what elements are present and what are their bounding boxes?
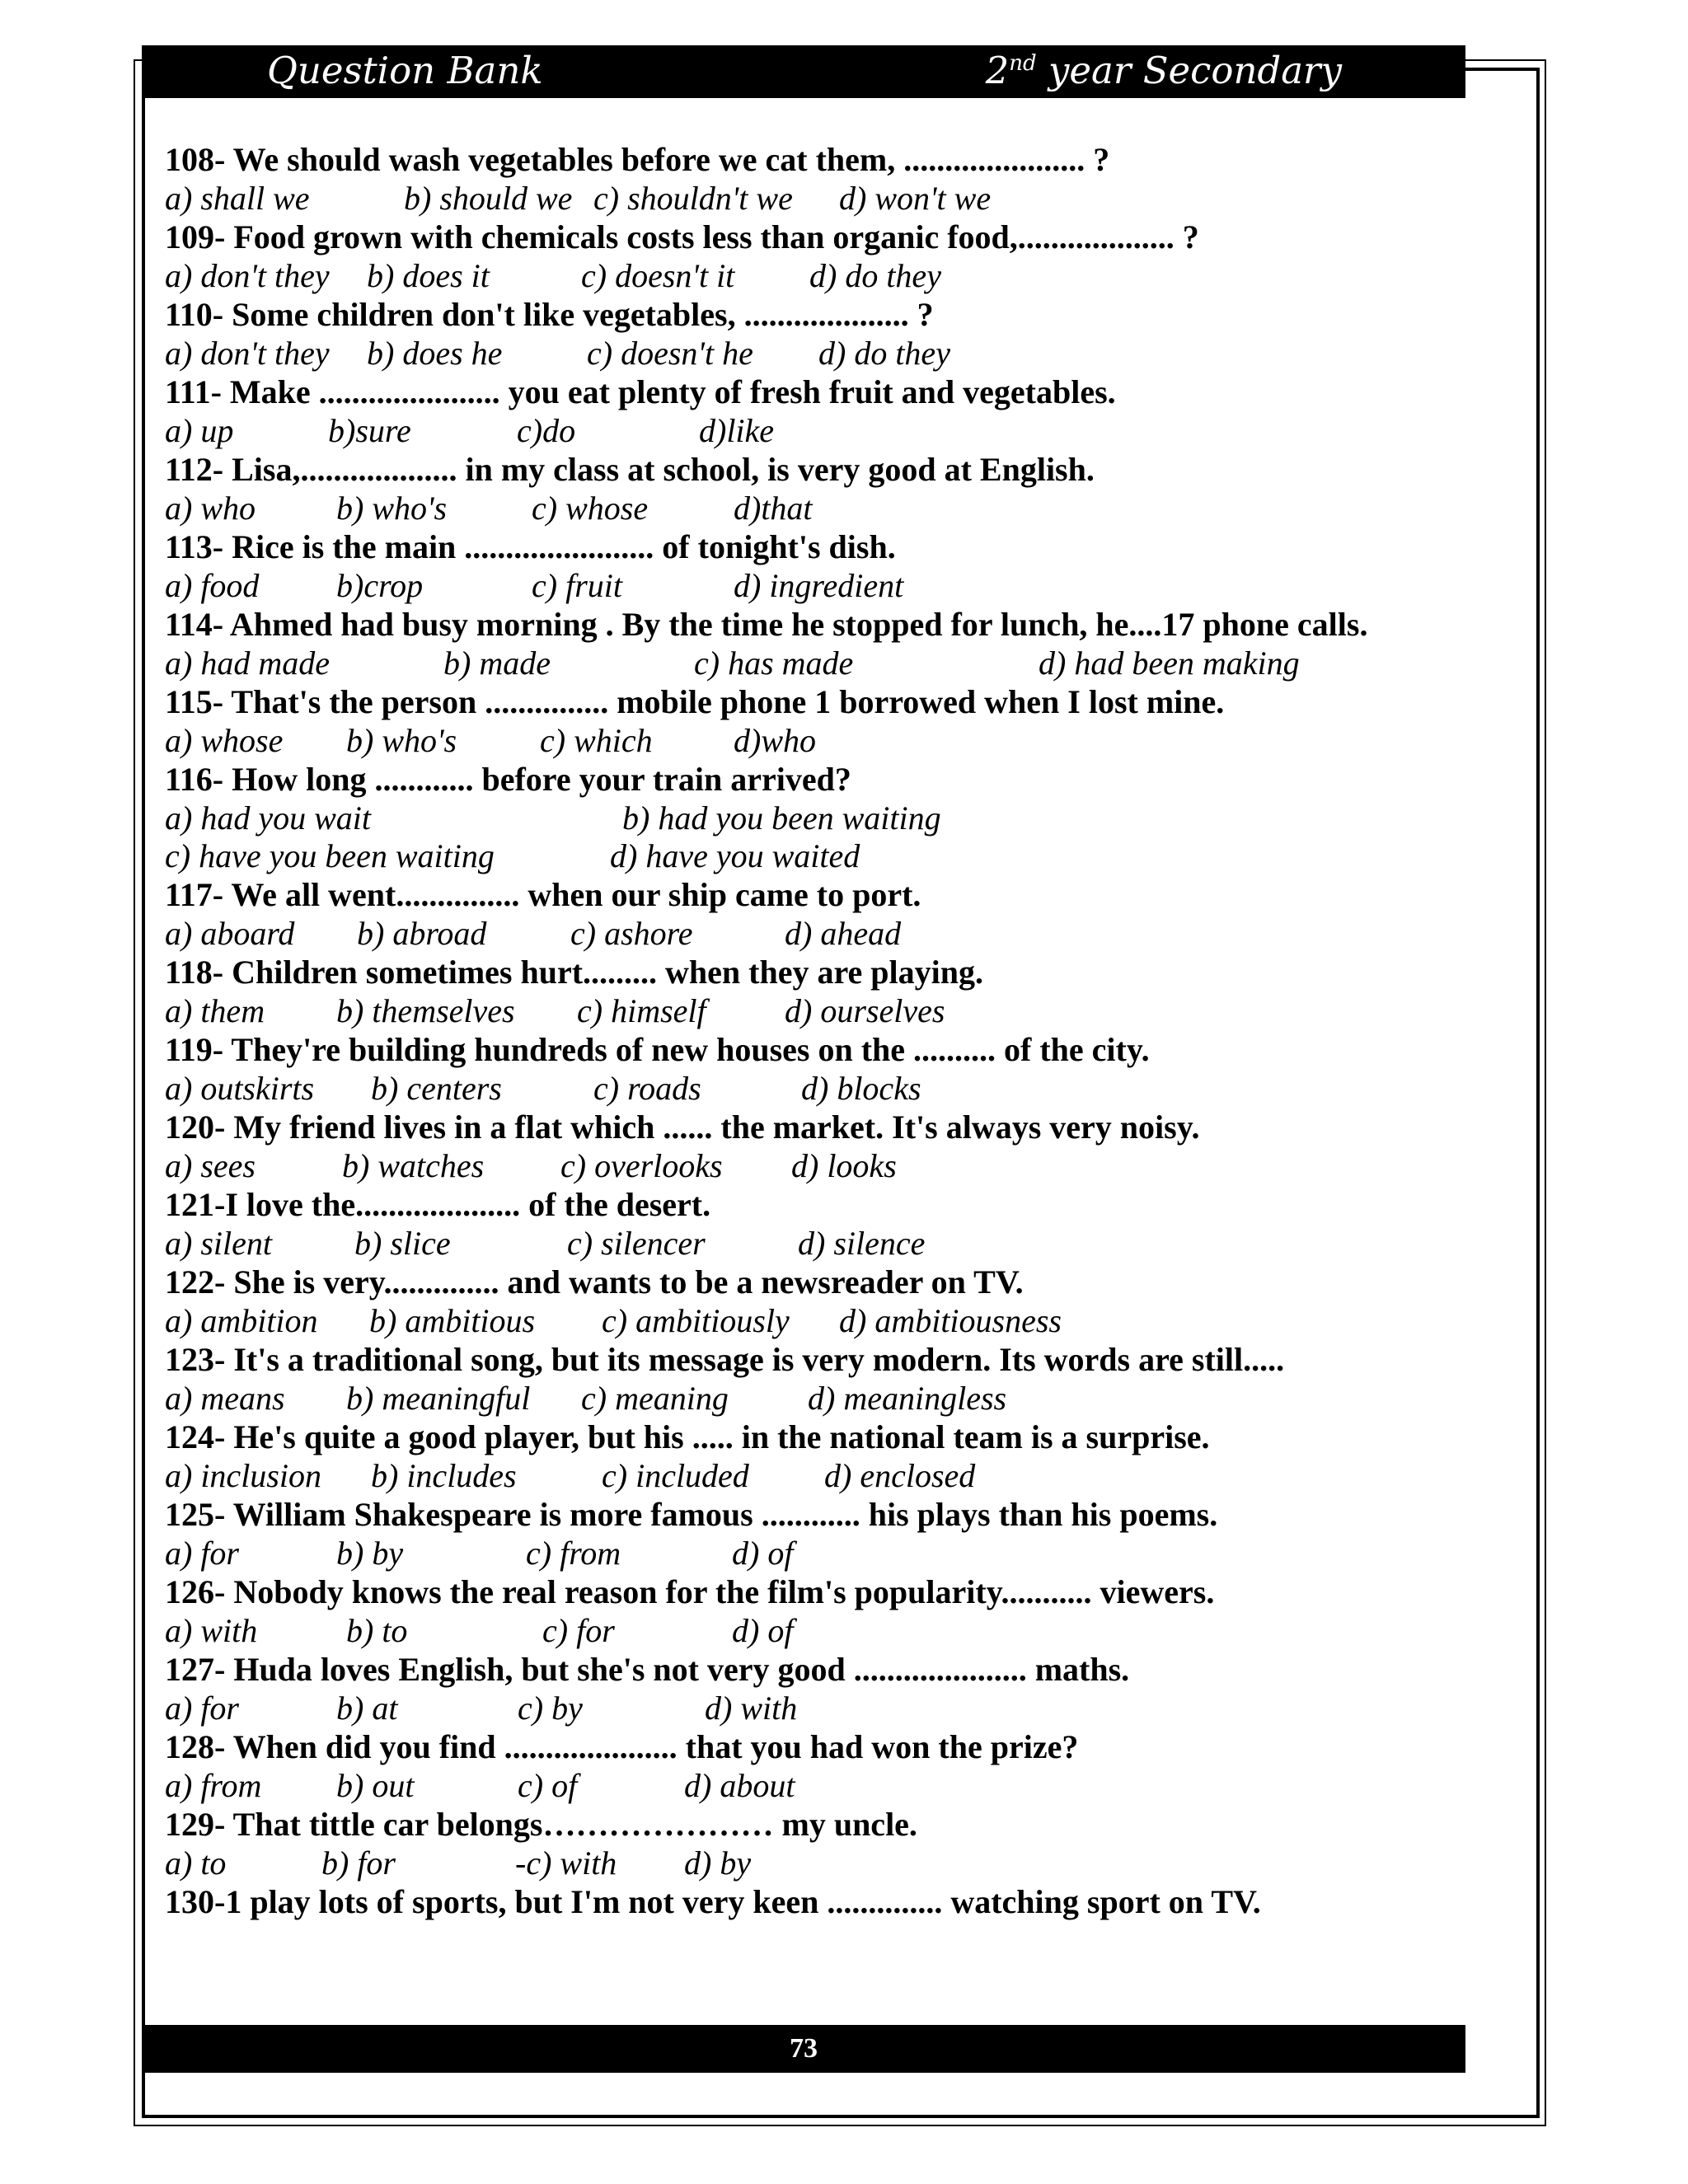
- answer-option[interactable]: a) had made: [165, 644, 330, 682]
- question-text: 120- My friend lives in a flat which ...... the market. It's always very noisy.: [165, 1108, 1200, 1146]
- answer-options: [165, 1380, 1401, 1418]
- answer-options: [165, 1147, 1401, 1185]
- answer-options: [165, 1070, 1401, 1108]
- answer-option[interactable]: a) food: [165, 567, 260, 604]
- answer-option[interactable]: d) with: [705, 1690, 798, 1727]
- answer-options: [165, 335, 1401, 373]
- answer-option[interactable]: a) whose: [165, 722, 284, 759]
- page-footer: [142, 2025, 1465, 2073]
- header-grade: [986, 49, 1342, 92]
- answer-options: [165, 722, 1401, 760]
- answer-option[interactable]: d) ahead: [785, 915, 902, 952]
- page-header: [142, 45, 1465, 98]
- answer-options: [165, 412, 1401, 450]
- question-text: 122- She is very.............. and wants to be a newsreader on TV.: [165, 1263, 1024, 1301]
- answer-option[interactable]: d) of: [732, 1612, 794, 1649]
- question-text: 123- It's a traditional song, but its message is very modern. Its words are still.....: [165, 1341, 1285, 1378]
- answer-option[interactable]: a) for: [165, 1690, 239, 1727]
- answer-option[interactable]: c) ashore: [570, 915, 693, 952]
- answer-option[interactable]: d) do they: [809, 257, 941, 294]
- question-text: 127- Huda loves English, but she's not very good ..................... maths.: [165, 1651, 1130, 1688]
- answer-option[interactable]: c) doesn't it: [581, 257, 735, 294]
- answer-options: [165, 837, 1401, 875]
- answer-option[interactable]: a) up: [165, 412, 234, 449]
- answer-option[interactable]: a) don't they: [165, 335, 330, 372]
- answer-option[interactable]: a) shall we: [165, 180, 310, 217]
- answer-option[interactable]: d) had been making: [1039, 644, 1300, 682]
- answer-option[interactable]: d) do they: [818, 335, 950, 372]
- answer-option[interactable]: a) sees: [165, 1147, 256, 1184]
- answer-option[interactable]: d) have you waited: [610, 837, 860, 874]
- answer-option[interactable]: d) enclosed: [824, 1457, 976, 1494]
- answer-option[interactable]: b)sure: [328, 412, 411, 449]
- answer-option[interactable]: c) from: [526, 1535, 621, 1572]
- answer-options: [165, 1767, 1401, 1805]
- answer-option[interactable]: b) includes: [371, 1457, 517, 1494]
- question-text: 109- Food grown with chemicals costs less than organic food,................... ?: [165, 218, 1199, 255]
- answer-options: [165, 1690, 1401, 1727]
- answer-option[interactable]: d)that: [734, 490, 813, 527]
- answer-option[interactable]: c) ambitiously: [602, 1302, 790, 1339]
- answer-option[interactable]: a) who: [165, 490, 256, 527]
- answer-option[interactable]: d) ambitiousness: [839, 1302, 1062, 1339]
- answer-option[interactable]: b) does it: [367, 257, 490, 294]
- answer-options: [165, 1844, 1401, 1882]
- answer-option[interactable]: c) shouldn't we: [593, 180, 793, 217]
- answer-option[interactable]: b) centers: [371, 1070, 502, 1107]
- answer-option[interactable]: b) ambitious: [369, 1302, 536, 1339]
- question-text: 128- When did you find ..................... that you had won the prize?: [165, 1728, 1079, 1765]
- answer-option[interactable]: -c) with: [515, 1844, 617, 1882]
- question-text: 121-I love the.................... of the desert.: [165, 1186, 711, 1223]
- answer-option[interactable]: b) should we: [404, 180, 573, 217]
- answer-option[interactable]: b) to: [346, 1612, 408, 1649]
- answer-option[interactable]: c) himself: [577, 992, 706, 1029]
- question-text: 129- That tittle car belongs………………… my uncle.: [165, 1806, 917, 1843]
- answer-option[interactable]: a) ambition: [165, 1302, 318, 1339]
- answer-option[interactable]: b) for: [321, 1844, 396, 1882]
- page-number: 73: [790, 2033, 818, 2064]
- answer-option[interactable]: c) has made: [694, 644, 854, 682]
- answer-option[interactable]: a) inclusion: [165, 1457, 321, 1494]
- answer-options: [165, 1612, 1401, 1650]
- answer-option[interactable]: a) from: [165, 1767, 262, 1804]
- answer-option[interactable]: b) out: [336, 1767, 415, 1804]
- answer-option[interactable]: c) meaning: [581, 1380, 729, 1417]
- answer-option[interactable]: d) meaningless: [808, 1380, 1007, 1417]
- question-text: 126- Nobody knows the real reason for the film's popularity........... viewers.: [165, 1573, 1215, 1610]
- question-text: 114- Ahmed had busy morning . By the time he stopped for lunch, he....17 phone calls.: [165, 606, 1368, 643]
- answer-option[interactable]: c)do: [517, 412, 576, 449]
- answer-option[interactable]: b) abroad: [357, 915, 487, 952]
- answer-option[interactable]: b) slice: [354, 1225, 451, 1262]
- answer-option[interactable]: a) for: [165, 1535, 239, 1572]
- answer-option[interactable]: b) does he: [367, 335, 503, 372]
- question-text: 108- We should wash vegetables before we cat them, ...................... ?: [165, 141, 1110, 178]
- question-text: 116- How long ............ before your train arrived?: [165, 761, 851, 798]
- answer-options: [165, 1302, 1401, 1340]
- answer-options: [165, 1535, 1401, 1572]
- answer-option[interactable]: c) fruit: [532, 567, 622, 604]
- answer-option[interactable]: c) included: [602, 1457, 749, 1494]
- answer-option[interactable]: d)who: [734, 722, 816, 759]
- answer-option[interactable]: a) to: [165, 1844, 227, 1882]
- answer-option[interactable]: b) watches: [342, 1147, 485, 1184]
- answer-options: [165, 915, 1401, 953]
- answer-option[interactable]: c) silencer: [567, 1225, 706, 1262]
- header-grade-number: 2: [985, 49, 1010, 92]
- answer-option[interactable]: c) doesn't he: [587, 335, 753, 372]
- answer-option[interactable]: b) had you been waiting: [622, 799, 941, 837]
- question-text: 113- Rice is the main ....................... of tonight's dish.: [165, 528, 896, 565]
- answer-option[interactable]: d) of: [732, 1535, 794, 1572]
- question-text: 124- He's quite a good player, but his ..... in the national team is a surprise.: [165, 1418, 1210, 1455]
- answer-option[interactable]: b) made: [443, 644, 551, 682]
- answer-option[interactable]: a) means: [165, 1380, 285, 1417]
- answer-option[interactable]: b) by: [336, 1535, 404, 1572]
- question-text: 125- William Shakespeare is more famous ............ his plays than his poems.: [165, 1496, 1218, 1533]
- question-text: 115- That's the person ............... mobile phone 1 borrowed when I lost mine.: [165, 683, 1225, 720]
- answer-option[interactable]: b) who's: [336, 490, 448, 527]
- answer-option[interactable]: a) had you wait: [165, 799, 371, 837]
- answer-option[interactable]: a) silent: [165, 1225, 272, 1262]
- answer-option[interactable]: d) won't we: [839, 180, 992, 217]
- answer-option[interactable]: c) overlooks: [560, 1147, 723, 1184]
- question-text: 130-1 play lots of sports, but I'm not very keen .............. watching sport on TV.: [165, 1883, 1261, 1920]
- answer-option[interactable]: c) of: [518, 1767, 578, 1804]
- question-text: 110- Some children don't like vegetables, .................... ?: [165, 296, 934, 333]
- answer-option[interactable]: d) blocks: [801, 1070, 921, 1107]
- question-text: 111- Make ...................... you eat plenty of fresh fruit and vegetables.: [165, 373, 1116, 410]
- answer-option[interactable]: c) by: [518, 1690, 583, 1727]
- header-grade-text: year Secondary: [1036, 49, 1342, 92]
- answer-option[interactable]: b) at: [336, 1690, 398, 1727]
- answer-options: [165, 1225, 1401, 1263]
- answer-option[interactable]: a) with: [165, 1612, 258, 1649]
- answer-options: [165, 180, 1401, 218]
- answer-option[interactable]: a) them: [165, 992, 265, 1029]
- answer-options: [165, 490, 1401, 527]
- question-text: 112- Lisa,................... in my class at school, is very good at English.: [165, 451, 1095, 488]
- answer-options: [165, 644, 1401, 682]
- answer-options: [165, 992, 1401, 1030]
- question-text: 119- They're building hundreds of new houses on the .......... of the city.: [165, 1031, 1150, 1068]
- answer-option[interactable]: d) looks: [791, 1147, 897, 1184]
- answer-option[interactable]: b) who's: [346, 722, 457, 759]
- answer-option[interactable]: c) have you been waiting: [165, 837, 495, 874]
- question-text: 118- Children sometimes hurt......... when they are playing.: [165, 954, 983, 991]
- answer-option[interactable]: c) which: [540, 722, 653, 759]
- answer-option[interactable]: d) ingredient: [734, 567, 904, 604]
- question-list: [165, 140, 1401, 1922]
- answer-option[interactable]: b)crop: [336, 567, 424, 604]
- answer-option[interactable]: c) whose: [532, 490, 649, 527]
- answer-options: [165, 1457, 1401, 1495]
- answer-option[interactable]: a) don't they: [165, 257, 330, 294]
- answer-option[interactable]: d) silence: [798, 1225, 926, 1262]
- header-title: Question Bank: [267, 49, 543, 92]
- answer-options: [165, 257, 1401, 295]
- answer-option[interactable]: b) meaningful: [346, 1380, 531, 1417]
- answer-options: [165, 799, 1401, 837]
- answer-option[interactable]: c) roads: [593, 1070, 701, 1107]
- answer-option[interactable]: d) about: [684, 1767, 795, 1804]
- answer-option[interactable]: a) outskirts: [165, 1070, 315, 1107]
- answer-option[interactable]: b) themselves: [336, 992, 515, 1029]
- answer-option[interactable]: d) by: [684, 1844, 752, 1882]
- header-grade-suffix: nd: [1009, 51, 1037, 76]
- answer-option[interactable]: a) aboard: [165, 915, 295, 952]
- answer-option[interactable]: c) for: [542, 1612, 615, 1649]
- answer-option[interactable]: d)like: [699, 412, 775, 449]
- answer-option[interactable]: d) ourselves: [785, 992, 945, 1029]
- answer-options: [165, 567, 1401, 605]
- question-text: 117- We all went............... when our ship came to port.: [165, 876, 921, 913]
